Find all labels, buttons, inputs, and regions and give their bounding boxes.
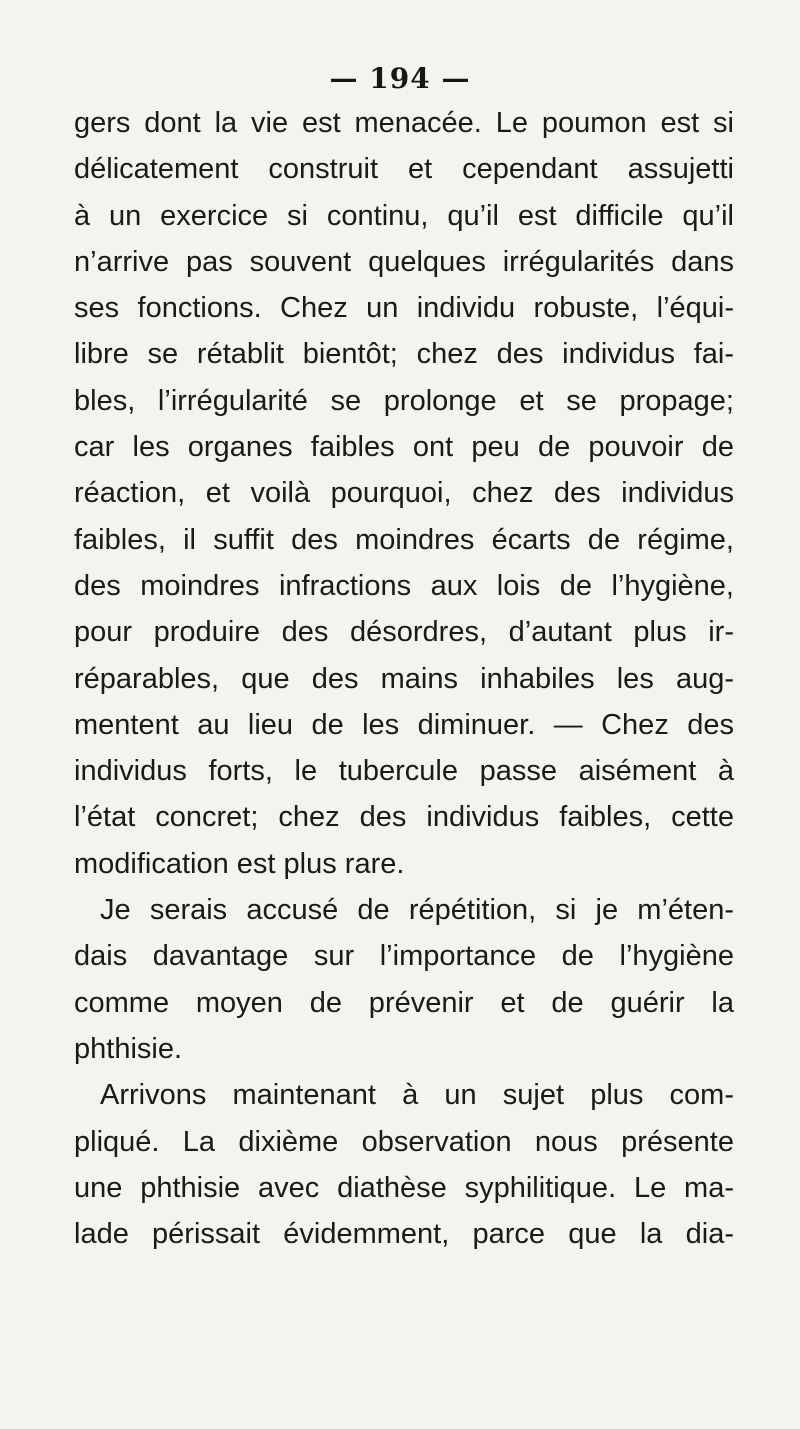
text-line: pliqué. La dixième observation nous présente xyxy=(74,1125,734,1158)
text-line: pour produire des désordres, d’autant plus ir- xyxy=(74,616,734,649)
text-line: gers dont la vie est menacée. Le poumon est si xyxy=(74,107,734,139)
text-line: des moindres infractions aux lois de l’hygiène, xyxy=(74,569,734,602)
text-line: comme moyen de prévenir et de guérir la xyxy=(74,986,734,1019)
body-text xyxy=(74,100,734,1257)
page-number: — 194 — xyxy=(329,62,471,95)
text-line: lade périssait évidemment, parce que la dia- xyxy=(74,1218,734,1251)
text-line: car les organes faibles ont peu de pouvoir de xyxy=(74,431,734,464)
text-line: dais davantage sur l’importance de l’hygiène xyxy=(74,940,734,973)
text-line: délicatement construit et cependant assujetti xyxy=(74,153,734,186)
text-line: Je serais accusé de répétition, si je m’éten- xyxy=(100,894,734,927)
text-line: phthisie. xyxy=(74,1032,183,1065)
text-line: une phthisie avec diathèse syphilitique. Le ma- xyxy=(74,1171,734,1204)
text-line: Arrivons maintenant à un sujet plus com- xyxy=(100,1079,734,1112)
text-line: l’état concret; chez des individus faibles, cette xyxy=(74,801,734,834)
text-line: mentent au lieu de les diminuer. — Chez des xyxy=(74,708,734,741)
text-line: faibles, il suffit des moindres écarts de régime, xyxy=(74,523,734,556)
text-line: bles, l’irrégularité se prolonge et se propage; xyxy=(74,384,734,417)
text-line: ses fonctions. Chez un individu robuste, l’équi- xyxy=(74,292,734,325)
text-line: n’arrive pas souvent quelques irrégularités dans xyxy=(74,245,734,278)
text-line: modification est plus rare. xyxy=(74,847,405,880)
text-line: à un exercice si continu, qu’il est difficile qu’il xyxy=(74,199,734,232)
text-line: réaction, et voilà pourquoi, chez des individus xyxy=(74,477,734,510)
text-line: réparables, que des mains inhabiles les aug- xyxy=(74,662,734,695)
text-line: individus forts, le tubercule passe aisément à xyxy=(74,755,734,788)
text-line: libre se rétablit bientôt; chez des individus fai- xyxy=(74,338,734,371)
